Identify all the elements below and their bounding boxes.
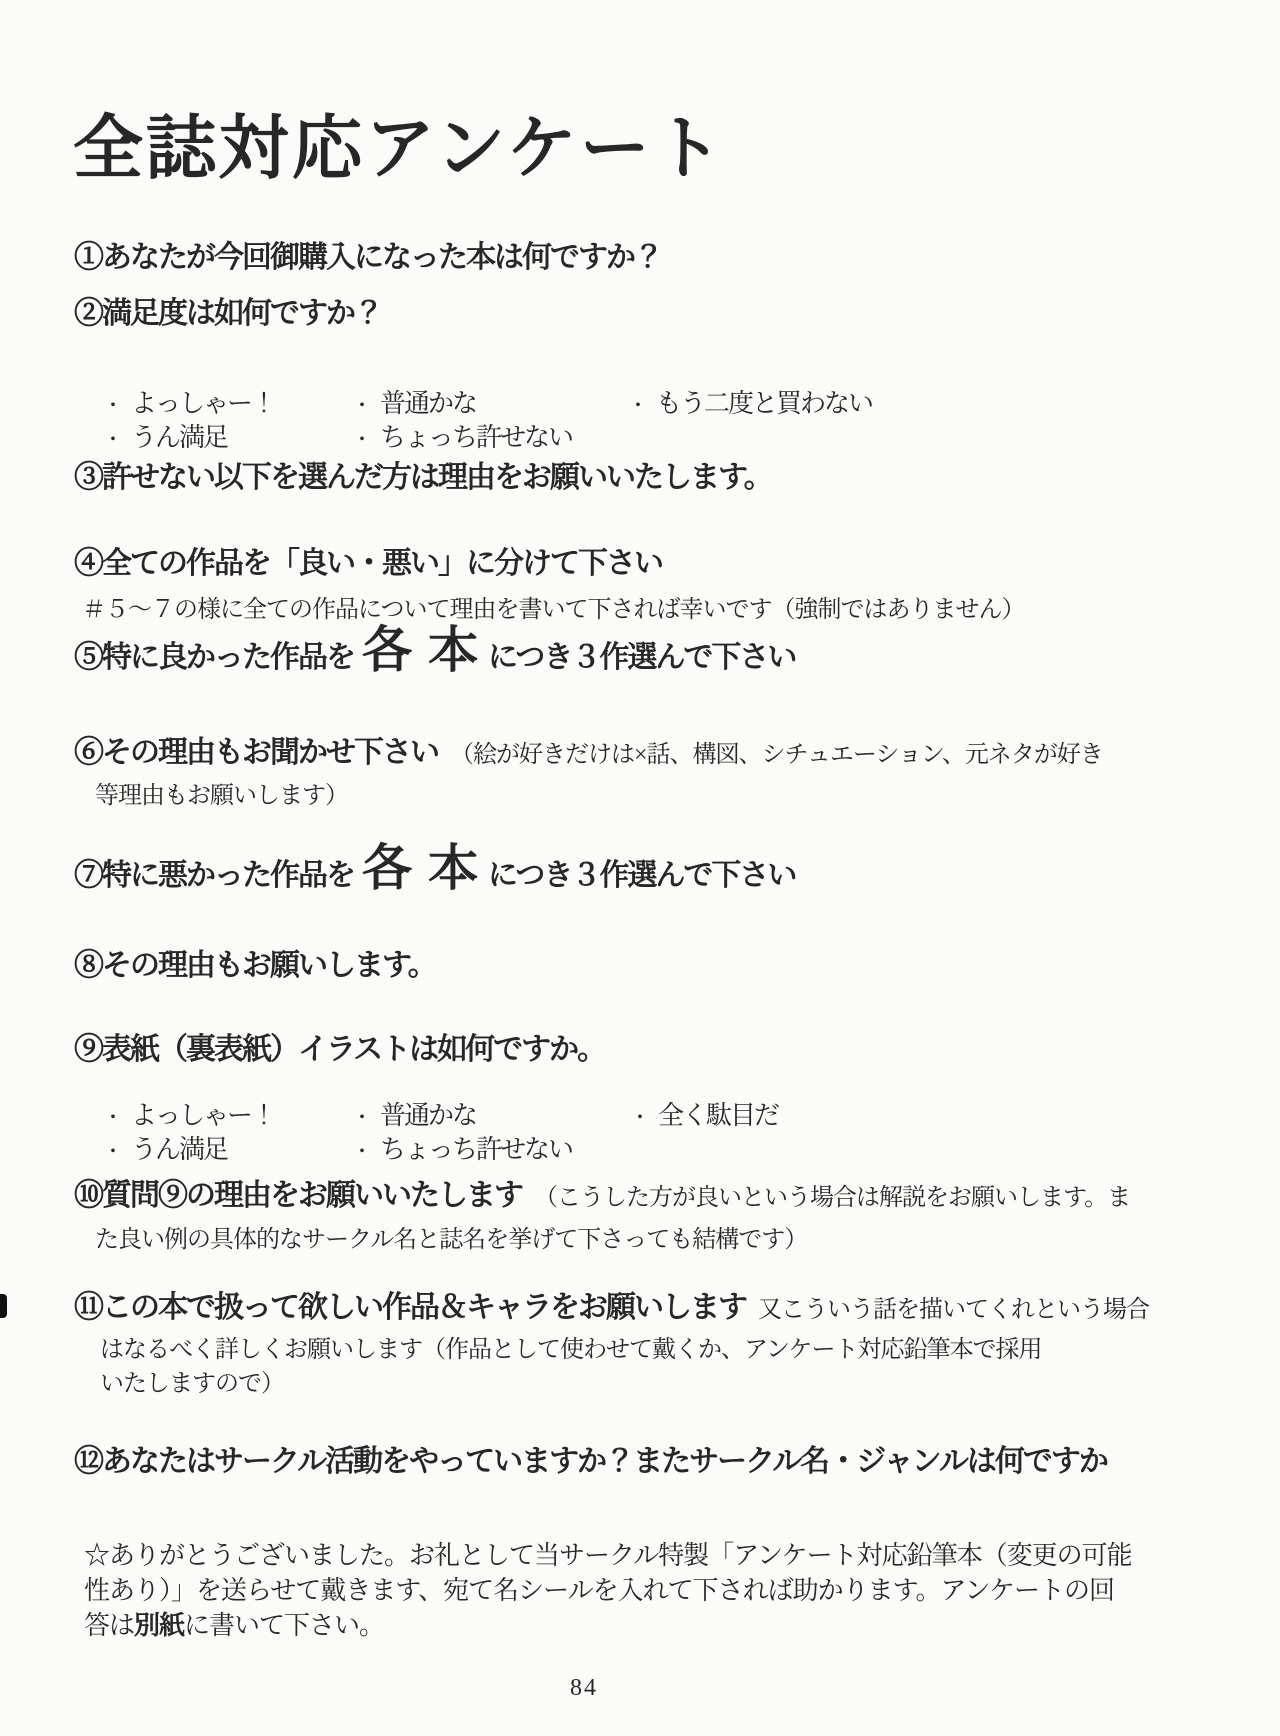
question-4: ④全ての作品を「良い・悪い」に分けて下さい [74,547,662,580]
page-number: 84 [570,1675,598,1701]
bullet-icon: ・ [628,395,646,417]
question-4-note: ＃５～７の様に全ての作品について理由を書いて下されば幸いです（強制ではありません） [82,597,1025,623]
q9-option-yossha [103,1100,275,1131]
q2-option-chocchi [352,422,572,453]
footer-line3-pre: 答は [84,1611,135,1640]
question-7-pre: ⑦特に悪かった作品を [74,859,354,892]
question-5-pre: ⑤特に良かった作品を [74,641,354,674]
question-9: ⑨表紙（裏表紙）イラストは如何ですか。 [74,1033,606,1066]
bullet-icon: ・ [352,1141,370,1163]
question-7 [74,838,795,898]
bullet-icon: ・ [103,1107,121,1129]
option-label: ちょっち許せない [380,1135,573,1164]
footer-line3-emphasis: 別紙 [134,1611,185,1640]
question-7-emphasis: 各本 [362,840,494,896]
option-label: うん満足 [131,1135,228,1164]
footer-thanks-line3 [84,1610,384,1641]
q9-option-futsuu [352,1100,476,1131]
question-5 [74,620,795,680]
q2-option-yossha [103,388,275,419]
question-11-note-line3: いたしますので） [100,1371,284,1397]
q2-option-futsuu [352,388,476,419]
option-label: よっしゃー！ [131,1101,276,1130]
question-10 [74,1178,1130,1214]
option-label: 普通かな [380,389,477,418]
option-label: もう二度と買わない [656,389,873,418]
option-label: ちょっち許せない [380,423,573,452]
page-title: 全誌対応アンケート [73,111,726,188]
option-label: 全く駄目だ [658,1101,779,1130]
bullet-icon: ・ [103,1141,121,1163]
question-1: ①あなたが今回御購入になった本は何ですか？ [74,241,662,274]
question-12: ⑫あなたはサークル活動をやっていますか？またサークル名・ジャンルは何ですか [74,1445,1107,1478]
option-label: 普通かな [380,1101,477,1130]
q9-option-dame [630,1100,778,1131]
question-3: ③許せない以下を選んだ方は理由をお願いいたします。 [74,461,772,494]
question-11-note: 又こういう話を描いてくれという場合 [758,1297,1149,1323]
question-6-main: ⑥その理由もお聞かせ下さい [74,736,438,769]
q9-option-chocchi [352,1134,572,1165]
question-7-post: につき３作選んで下さい [488,859,796,892]
bullet-icon: ・ [630,1107,648,1129]
bullet-icon: ・ [103,395,121,417]
question-11 [74,1290,1149,1326]
question-5-emphasis: 各本 [362,622,494,678]
option-label: よっしゃー！ [131,389,276,418]
question-6-note-continued: 等理由もお願いします） [95,783,348,809]
question-10-note-continued: た良い例の具体的なサークル名と誌名を挙げて下さっても結構です） [95,1227,808,1253]
scan-artifact [0,1294,7,1318]
q2-option-manzoku [103,422,227,453]
question-10-note: （こうした方が良いという場合は解説をお願いします。ま [534,1185,1131,1211]
question-11-main: ⑪この本で扱って欲しい作品＆キャラをお願いします [74,1291,746,1324]
q9-option-manzoku [103,1134,227,1165]
q2-option-nidoto [628,388,872,419]
question-2: ②満足度は如何ですか？ [74,297,382,330]
question-6-note: （絵が好きだけは×話、構図、シチュエーション、元ネタが好き [450,742,1103,768]
footer-line3-post: に書いて下さい。 [184,1611,385,1640]
bullet-icon: ・ [103,429,121,451]
question-8: ⑧その理由もお願いします。 [74,949,436,982]
bullet-icon: ・ [352,1107,370,1129]
question-5-post: につき３作選んで下さい [488,641,796,674]
bullet-icon: ・ [352,395,370,417]
bullet-icon: ・ [352,429,370,451]
question-10-main: ⑩質問⑨の理由をお願いいたします [74,1179,522,1212]
footer-thanks-line1: ☆ありがとうございました。お礼として当サークル特製「アンケート対応鉛筆本（変更の可能 [84,1541,1132,1570]
footer-thanks-line2: 性あり）」を送らせて戴きます、宛て名シールを入れて下されば助かります。アンケートの回 [84,1576,1114,1605]
question-6 [74,735,1103,771]
option-label: うん満足 [131,423,228,452]
question-11-note-line2: はなるべく詳しくお願いします（作品として使わせて戴くか、アンケート対応鉛筆本で採用 [100,1337,1042,1363]
